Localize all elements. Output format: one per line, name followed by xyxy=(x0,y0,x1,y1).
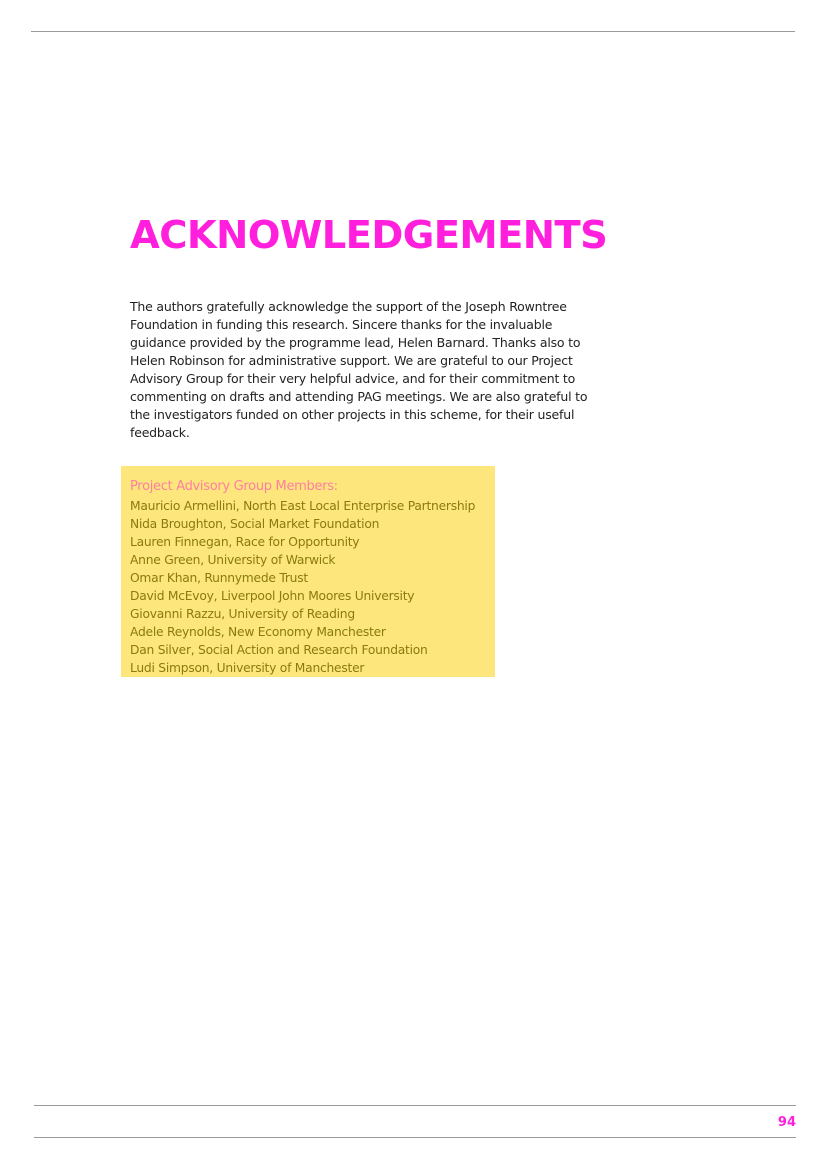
top-divider xyxy=(31,31,795,32)
advisory-group-heading: Project Advisory Group Members: xyxy=(130,479,338,494)
paragraph-line: commenting on drafts and attending PAG meetings. We are also grateful to xyxy=(130,389,588,404)
advisory-group-list xyxy=(130,497,475,677)
paragraph-line: Foundation in funding this research. Sincere thanks for the invaluable xyxy=(130,317,553,332)
paragraph-line: guidance provided by the programme lead, Helen Barnard. Thanks also to xyxy=(130,335,581,350)
paragraph-line: Helen Robinson for administrative support. We are grateful to our Project xyxy=(130,353,573,368)
member-item: David McEvoy, Liverpool John Moores University xyxy=(130,589,415,603)
paragraph-line: feedback. xyxy=(130,425,190,440)
member-item: Anne Green, University of Warwick xyxy=(130,553,336,567)
paragraph-line: the investigators funded on other projects in this scheme, for their useful xyxy=(130,407,575,422)
acknowledgement-paragraph xyxy=(130,298,605,442)
member-item: Adele Reynolds, New Economy Manchester xyxy=(130,625,386,639)
member-item: Giovanni Razzu, University of Reading xyxy=(130,607,355,621)
member-item: Dan Silver, Social Action and Research Foundation xyxy=(130,643,428,657)
member-item: Mauricio Armellini, North East Local Enterprise Partnership xyxy=(130,499,476,513)
page-number: 94 xyxy=(777,1115,796,1130)
member-item: Omar Khan, Runnymede Trust xyxy=(130,571,308,585)
paragraph-line: The authors gratefully acknowledge the support of the Joseph Rowntree xyxy=(130,299,567,314)
page-title: ACKNOWLEDGEMENTS xyxy=(130,213,608,258)
member-item: Nida Broughton, Social Market Foundation xyxy=(130,517,380,531)
member-item: Lauren Finnegan, Race for Opportunity xyxy=(130,535,360,549)
member-item: Ludi Simpson, University of Manchester xyxy=(130,661,365,675)
footer-divider-bottom xyxy=(34,1137,796,1138)
paragraph-line: Advisory Group for their very helpful advice, and for their commitment to xyxy=(130,371,576,386)
advisory-group-box xyxy=(121,466,495,677)
footer-divider-top xyxy=(34,1105,796,1106)
